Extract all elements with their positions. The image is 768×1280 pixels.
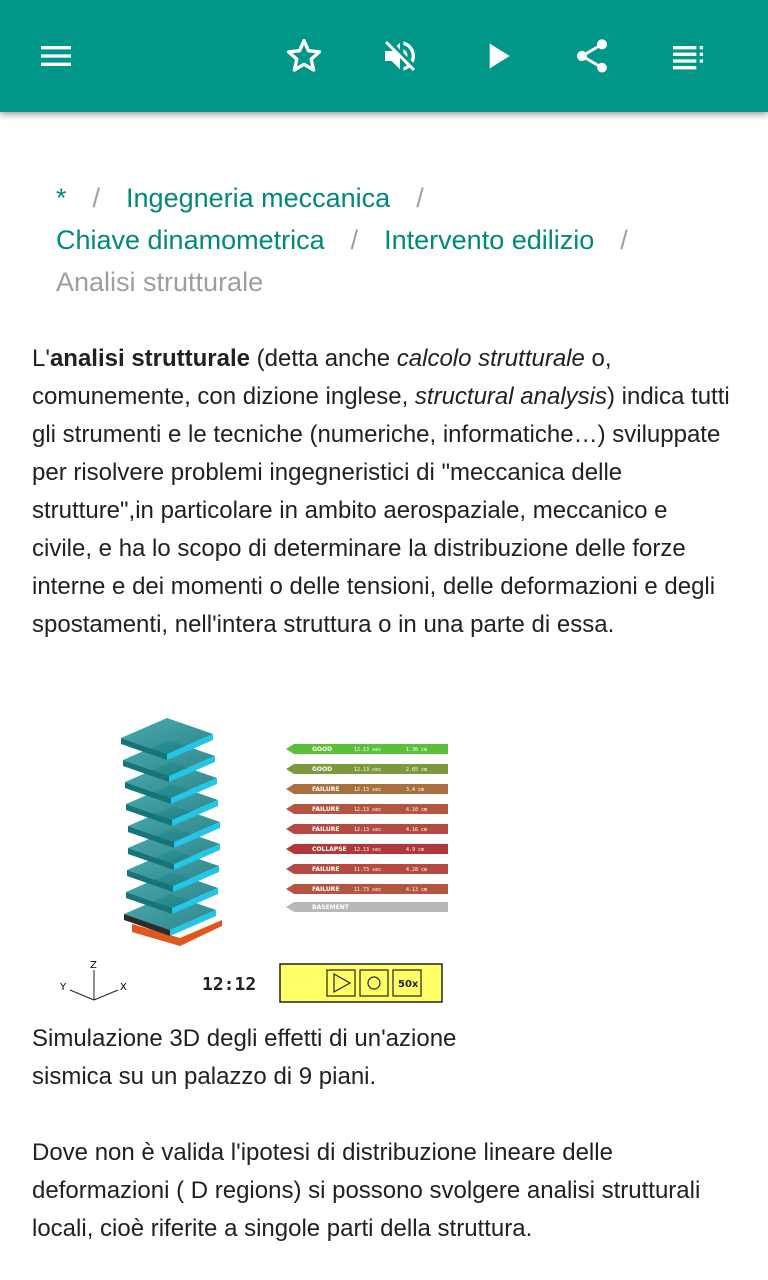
floor-displacement-value: 4.13 cm [406, 887, 428, 893]
floor-status-label: FAILURE [312, 886, 340, 893]
breadcrumb-separator: / [350, 225, 359, 255]
building-model [121, 718, 222, 946]
floor-status-bar [286, 824, 448, 834]
floor-status-bar [286, 744, 448, 754]
playlist-button[interactable] [660, 28, 716, 84]
app-bar [0, 0, 768, 112]
floor-time-value: 11.73 sec [354, 867, 382, 873]
floor-status-label: FAILURE [312, 826, 340, 833]
simulation-image [32, 712, 472, 1012]
breadcrumb-item-chiave-dinamometrica[interactable]: Chiave dinamometrica [56, 225, 325, 255]
axes-indicator [70, 970, 118, 1000]
floor-status-label: FAILURE [312, 786, 340, 793]
intro-text-2: o, comunemente, con dizione inglese, [32, 345, 612, 410]
floor-displacement-value: 3.4 cm [406, 787, 425, 793]
floor-time-value: 12.13 sec [354, 767, 382, 773]
floor-status-label: COLLAPSE [312, 846, 347, 853]
floor-displacement-value: 4.10 cm [406, 807, 428, 813]
speed-control[interactable] [393, 970, 421, 996]
playback-controls [280, 964, 442, 1002]
floor-status-label: BASEMENT [312, 904, 349, 911]
floor-time-value: 12.13 sec [354, 847, 382, 853]
speed-label: 50x [398, 979, 419, 990]
floor-displacement-value: 4.16 cm [406, 827, 428, 833]
floor-status-label: FAILURE [312, 806, 340, 813]
floor-time-value: 12.13 sec [354, 807, 382, 813]
share-button[interactable] [564, 28, 620, 84]
intro-bold-term: analisi strutturale [49, 345, 250, 372]
axis-x-label: X [120, 982, 127, 993]
mute-button[interactable] [372, 28, 428, 84]
simulation-time: 12:12 [202, 974, 257, 995]
floor-status-bar [286, 844, 448, 854]
playlist-icon [668, 36, 708, 76]
floor-displacement-value: 1.30 cm [406, 747, 428, 753]
breadcrumb-separator: / [92, 183, 101, 213]
intro-italic-1: calcolo strutturale [396, 345, 585, 372]
figure-caption: Simulazione 3D degli effetti di un'azione sismica su un palazzo di 9 piani. [32, 1025, 457, 1090]
axis-y-label: Y [60, 982, 67, 993]
floor-displacement-value: 4.9 cm [406, 847, 425, 853]
floor-status-label: GOOD [312, 766, 333, 773]
floor-status-bar [286, 884, 448, 894]
intro-prefix: L' [32, 345, 50, 372]
breadcrumb-root[interactable]: * [56, 183, 67, 213]
floor-status-label: GOOD [312, 746, 333, 753]
floor-time-value: 12.13 sec [354, 747, 382, 753]
play-button[interactable] [470, 28, 526, 84]
breadcrumb-separator: / [416, 183, 424, 213]
breadcrumb [56, 177, 736, 303]
menu-icon [36, 36, 76, 76]
axis-z-label: Z [90, 960, 97, 971]
article-intro [32, 340, 732, 644]
breadcrumb-current: Analisi strutturale [56, 267, 264, 297]
floor-displacement-value: 2.65 cm [406, 767, 428, 773]
bookmark-button[interactable] [276, 28, 332, 84]
floor-status-bar [286, 784, 448, 794]
star-icon [284, 36, 324, 76]
simulation-figure[interactable] [32, 712, 472, 1012]
floor-time-value: 12.13 sec [354, 827, 382, 833]
breadcrumb-item-intervento-edilizio[interactable]: Intervento edilizio [384, 225, 595, 255]
floor-time-value: 12.13 sec [354, 787, 382, 793]
floor-status-list [286, 744, 448, 912]
article-paragraph-2: Dove non è valida l'ipotesi di distribuzione lineare delle deformazioni ( D regions) si possono svolgere analisi strutturali locali, cioè riferite a singole parti della struttura. [32, 1139, 701, 1242]
share-icon [572, 36, 612, 76]
floor-displacement-value: 4.28 cm [406, 867, 428, 873]
record-control[interactable] [360, 970, 388, 996]
floor-status-bar [286, 804, 448, 814]
breadcrumb-item-ingegneria-meccanica[interactable]: Ingegneria meccanica [126, 183, 391, 213]
play-control[interactable] [327, 970, 355, 996]
intro-text-3: ) indica tutti gli strumenti e le tecniche (numeriche, informatiche…) sviluppate per risolvere problemi ingegneristici di "meccanica delle strutture",in particolare in ambito aerospaziale, meccanico e civile, e ha lo scopo di determinare la distribuzione delle forze interne e dei momenti o delle tensioni, delle deformazioni e degli spostamenti, nell'intera struttura o in una parte di essa. [32, 383, 730, 638]
menu-button[interactable] [28, 28, 84, 84]
volume-off-icon [380, 36, 420, 76]
intro-italic-2: structural analysis [414, 383, 607, 410]
floor-status-bar [286, 764, 448, 774]
intro-text-1: (detta anche [250, 345, 397, 372]
floor-status-bar [286, 902, 448, 912]
breadcrumb-separator: / [620, 225, 628, 255]
floor-time-value: 11.73 sec [354, 887, 382, 893]
play-icon [478, 36, 518, 76]
floor-status-bar [286, 864, 448, 874]
floor-status-label: FAILURE [312, 866, 340, 873]
